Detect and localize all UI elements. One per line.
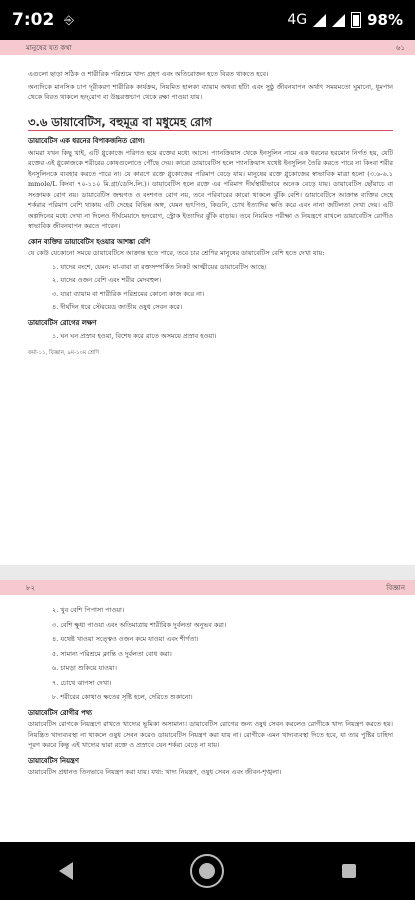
list-item: ১. যাদের বংশে, যেমন: মা-বাবা বা রক্তসম্পর্কিত নিকট আত্মীয়ের ডায়াবেটিস আছে।: [52, 262, 267, 271]
list-item: ৩. বেশি ক্ষুধা পাওয়া এবং অতিমাত্রায় শারীরিক দুর্বলতা অনুভব করা।: [52, 620, 227, 629]
list-item: ৩. যারা ব্যায়াম বা শারীরিক পরিশ্রমের কোনো কাজ করে না।: [52, 289, 205, 298]
page-content: [0, 595, 415, 778]
subheading: ডায়াবেটিস নিয়ন্ত্রণ: [28, 756, 79, 765]
list-item: ৬. চামড়া শুকিয়ে যাওয়া।: [52, 664, 117, 672]
page-footnote: ফর্মা-১১, বিজ্ঞান, ৯ম-১০ম শ্রেণি: [28, 349, 99, 356]
paragraph: ডায়াবেটিস প্রধানত তিনভাবে নিয়ন্ত্রণ করা যায়। যথা: খাদ্য নিয়ন্ত্রণ, ওষুধ সেবন এবং জীবন-শৃঙ্খলা।: [28, 768, 282, 776]
battery-percent: 98%: [367, 11, 403, 29]
list-item: ৫. সামান্য পরিশ্রমে ক্লান্তি ও দুর্বলতা বোধ করা।: [52, 649, 172, 658]
section-title: ৩.৬ ডায়াবেটিস, বহুমূত্র বা মধুমেহ রোগ: [28, 117, 393, 132]
list-item: ১. ঘন ঘন প্রস্রাব হওয়া, বিশেষ করে রাতে অসময়ে প্রস্রাব হওয়া।: [52, 332, 217, 340]
document-page-1[interactable]: [0, 40, 415, 565]
document-page-2[interactable]: [0, 580, 415, 842]
paragraph: আমরা যখন কিছু খাই, এটি গ্লুকোজে পরিণত হয়ে রক্তের মধ্যে আসে। প্যানক্রিয়াস থেকে ইনসুলিন নামে এক ধরনের হরমোন নির্গত হয়, যেটি রক্তের এই গ্লুকোজকে শরীরের কোষগুলোতে পৌঁছে দেয়। কারো ডায়াবেটিস হলে প্যানক্রিয়াস যথেষ্ট ইনসুলিন তৈরি করতে পারে না কিংবা শরীর ইনসুলিনকে ব্যবহার করতে পারে না। যে কারণে রক্তে গ্লুকোজের পরিমাণ বেড়ে যায়। মানুষের রক্তে গ্লুকোজের স্বাভাবিক মাত্রা হলো (৩.৬-৬.১ mmole/L কিংবা ৭০-১১০ মি.গ্রা/ডেসি.লি.)। ডায়াবেটিস হলে রক্তে এর পরিমাণ দীর্ঘস্থায়ীভাবে অনেক বেড়ে যায়। ডায়াবেটিস ছোঁয়াচে বা সংক্রামক রোগ নয়। ডায়াবেটিস জন্মগত ও বংশগত রোগ নয়, তবে পরিবারের কারো থাকলে ঝুঁকি বেশি। ডায়াবেটিসে আক্রান্ত ব্যক্তির দেহে শর্করার পরিমাণ বেশি থাকায় এটি দেহের বিভিন্ন অঙ্গ, যেমন হৃৎপিণ্ড, কিডনি, চোখ ইত্যাদির ক্ষতি করে এবং নানা জটিলতা দেখা দেয়। এটি অল্পদিনের মধ্যে দেখা না দিলেও দীর্ঘমেয়াদে হৃদরোগ, স্ট্রোক ইত্যাদির ঝুঁকি বাড়ায়। তবে নিয়মিত পরীক্ষা ও নিয়ন্ত্রণে রাখলে ডায়াবেটিস রোগীও স্বাভাবিক জীবনযাপন করতে পারেন।: [28, 148, 393, 230]
list-item: ২. যাদের ওজন বেশি এবং শরীর মেদবহুল।: [52, 276, 162, 284]
list-item: ২. খুব বেশি পিপাসা পাওয়া।: [52, 606, 125, 614]
usb-icon: ⎆: [64, 12, 74, 27]
wifi-icon: [332, 14, 345, 27]
intro-paragraph: অন্যদিকে মানসিক চাপ দূরীকরণ শারীরিক কার্যক্রম, নিয়মিত হালকা ব্যায়াম অথবা হাঁটা এবং সুষ্ঠু জীবনযাপন অর্থাৎ সময়মতো ঘুমানো, ধূমপান থেকে বিরত থাকলে হৃদ্‌রোগ বা উচ্চরক্তচাপ থেকে রক্ষা পাওয়া যায়।: [28, 82, 393, 101]
subheading: ডায়াবেটিস রোগের লক্ষণ: [28, 318, 97, 327]
intro-line: এগুলো ছাড়া সঠিক ও শারীরিক পরিশ্রমে খাদ্য গ্রহণ এবং অতিরোজন হতে বিরত থাকতে হবে।: [28, 70, 269, 78]
page-number: ৮২: [26, 583, 36, 592]
running-head-title: মানুষের যত কথা: [26, 43, 72, 52]
navigation-bar: [0, 842, 415, 900]
subheading: ডায়াবেটিস রোগীর পথ্য: [28, 708, 92, 717]
signal-icon: [313, 14, 326, 27]
status-time: 7:02: [12, 10, 55, 30]
subheading: ডায়াবেটিস এক ধরনের বিপাকজনিত রোগ।: [28, 137, 145, 145]
subheading: কোন ব্যক্তির ডায়াবেটিস হওয়ার আশঙ্কা বেশি: [28, 237, 150, 246]
running-head-title: বিজ্ঞান: [386, 583, 405, 592]
page-number: ৬১: [395, 43, 405, 52]
back-icon[interactable]: [59, 862, 73, 880]
list-item: ৮. শরীরের কোথাও ক্ষতের সৃষ্টি হলে, দেরিতে শুকানো।: [52, 693, 193, 701]
page-content: [0, 69, 415, 358]
running-head: [0, 580, 415, 595]
home-dot: [199, 863, 215, 879]
paragraph: ডায়াবেটিস রোগকে নিয়ন্ত্রণে রাখতে খাদ্যের ভূমিকা অসামান্য। ডায়াবেটিস রোগের জন্য ওষুধ সেবন করলেও রোগীকে খাদ্য নিয়ন্ত্রণ করতে হয়। নিয়ন্ত্রিত খাদ্যব্যবস্থা না থাকলে ওষুধ সেবন করেও ডায়াবেটিস নিয়ন্ত্রণ করা যায় না। রোগীকে এমন খাদ্যব্যবস্থা দিতে হবে, যা তার পুষ্টির চাহিদা পূরণ করবে কিন্তু এই খাদ্যের দ্বারা রক্তে ও প্রস্রাবে যেন শর্করা বেড়ে না যায়।: [28, 720, 393, 749]
list-item: ৪. যথেষ্ট খাওয়া সত্ত্বেও ওজন কমে যাওয়া এবং শীর্ণতা।: [52, 635, 199, 643]
list-item: ৭. চোখে ঝাপসা দেখা।: [52, 678, 112, 687]
home-icon[interactable]: [190, 854, 224, 888]
status-bar: [0, 0, 415, 40]
status-right: [287, 11, 403, 29]
battery-icon: [351, 12, 361, 28]
recent-apps-icon[interactable]: [342, 864, 356, 878]
page-separator: [0, 565, 415, 580]
running-head: [0, 40, 415, 55]
list-item: ৪. দীর্ঘদিন ধরে স্টেরয়েড জাতীয় ওষুধ সেবন করে।: [52, 303, 183, 311]
paragraph: যে কেউ যেকোনো সময়ে ডায়াবেটিসে আক্রান্ত হতে পারে, তবে চার শ্রেণির মানুষের ডায়াবেটিস বেশি হতে দেখা যায়:: [28, 249, 325, 257]
network-type: 4G: [287, 12, 308, 28]
